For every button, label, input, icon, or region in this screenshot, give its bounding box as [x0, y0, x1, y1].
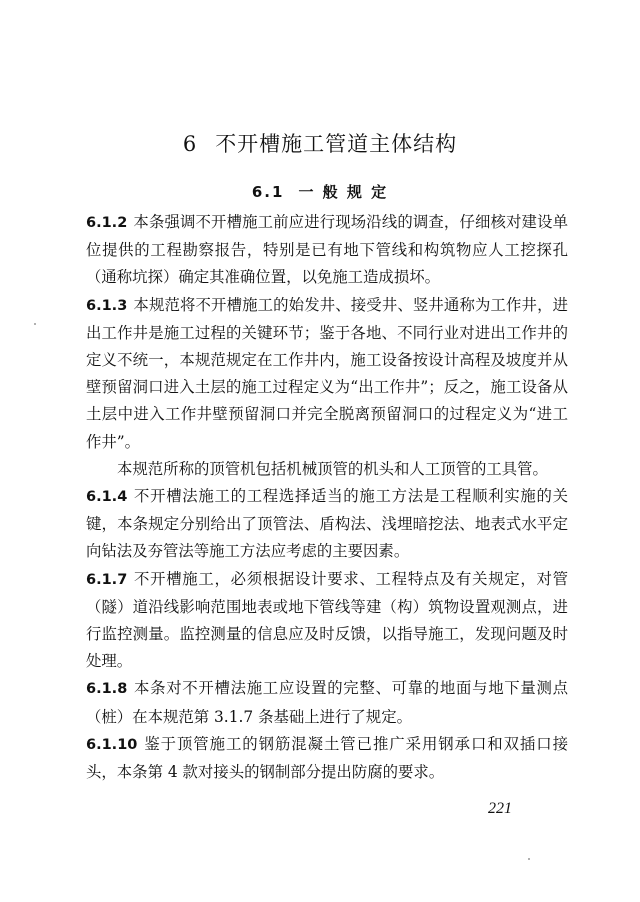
chapter-number: 6 — [182, 132, 198, 156]
paragraph-text: 本条强调不开槽施工前应进行现场沿线的调查，仔细核对建设单位提供的工程勘察报告，特别是已有地下管线和构筑物应人工挖探孔（通称坑探）确定其准确位置，以免施工造成损坏。 — [86, 213, 568, 287]
clause-number: 6.1.7 — [86, 571, 128, 588]
paragraph-continuation — [86, 456, 568, 483]
paragraph-text: 不开槽施工，必须根据设计要求、工程特点及有关规定，对管（隧）道沿线影响范围地表或地下管线等建（构）筑物设置观测点，进行监控测量。监控测量的信息应及时反馈，以指导施工，发现问题及时处理。 — [86, 569, 568, 671]
paragraph-text: 本规范所称的顶管机包括机械顶管的机头和人工顶管的工具管。 — [117, 459, 548, 478]
scan-speck — [528, 858, 530, 860]
scan-speck — [34, 323, 36, 325]
paragraph-6-1-4 — [86, 483, 568, 566]
body-text — [86, 209, 568, 786]
section-title: 一 般 规 定 — [298, 183, 389, 201]
clause-number: 6.1.3 — [86, 297, 128, 314]
paragraph-text: 本规范将不开槽施工的始发井、接受井、竖井通称为工作井，进出工作井是施工过程的关键环节；鉴于各地、不同行业对进出工作井的定义不统一，本规范规定在工作井内，施工设备按设计高程及坡度并从壁预留洞口进入土层的施工过程定义为“出工作井”；反之，施工设备从土层中进入工作井壁预留洞口并完全脱离预留洞口的过程定义为“进工作井”。 — [86, 295, 568, 451]
chapter-title: 不开槽施工管道主体结构 — [215, 132, 458, 156]
page-number: 221 — [488, 800, 512, 817]
section-heading — [0, 181, 640, 202]
section-number: 6.1 — [251, 183, 285, 201]
paragraph-text: 不开槽法施工的工程选择适当的施工方法是工程顺利实施的关键，本条规定分别给出了顶管法、盾构法、浅埋暗挖法、地表式水平定向钻法及夯管法等施工方法应考虑的主要因素。 — [86, 487, 568, 561]
paragraph-6-1-8 — [86, 675, 568, 730]
chapter-heading — [0, 128, 640, 158]
paragraph-6-1-3 — [86, 292, 568, 456]
paragraph-6-1-2 — [86, 209, 568, 292]
clause-number: 6.1.8 — [86, 681, 128, 698]
paragraph-text: 本条对不开槽法施工应设置的完整、可靠的地面与地下量测点（桩）在本规范第 3.1.7 条基础上进行了规定。 — [86, 679, 568, 726]
clause-number: 6.1.4 — [86, 489, 128, 506]
clause-number: 6.1.2 — [86, 215, 128, 231]
clause-number: 6.1.10 — [86, 736, 138, 753]
paragraph-6-1-10 — [86, 731, 568, 786]
paragraph-6-1-7 — [86, 566, 568, 676]
paragraph-text: 鉴于顶管施工的钢筋混凝土管已推广采用钢承口和双插口接头，本条第 4 款对接头的钢制部分提出防腐的要求。 — [86, 734, 568, 782]
